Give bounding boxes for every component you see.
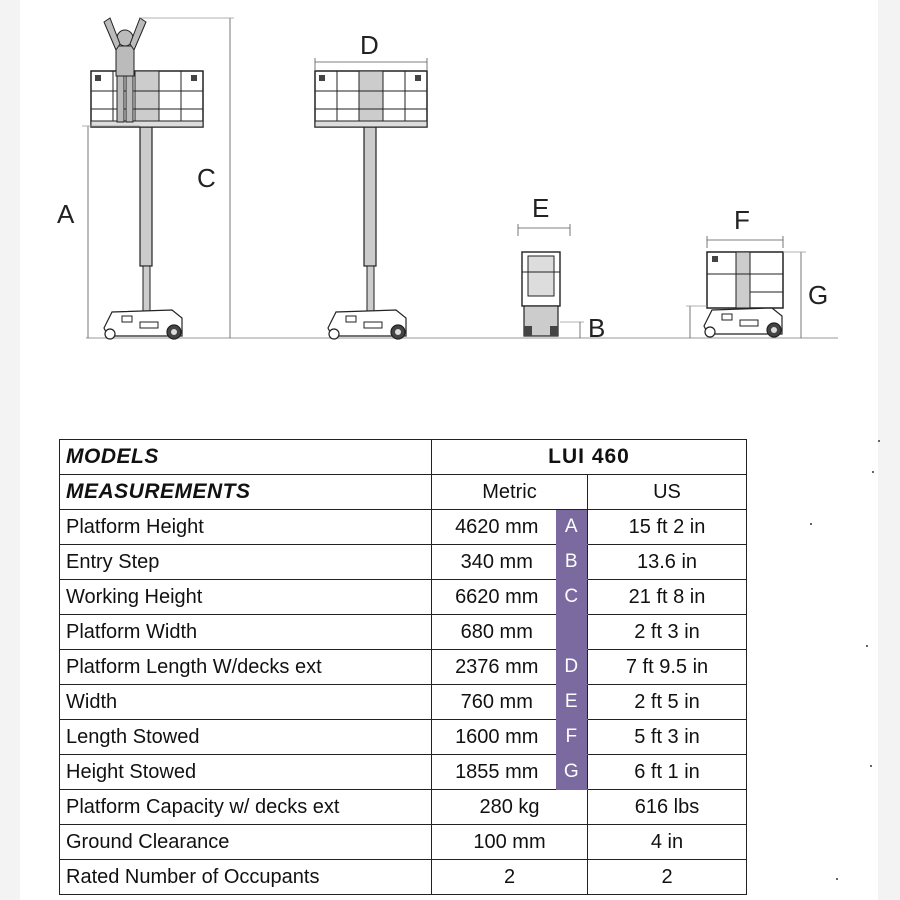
row-metric-value: 2376 mm xyxy=(432,650,556,685)
scan-speck xyxy=(878,440,880,442)
table-row xyxy=(60,825,747,860)
row-label: Height Stowed xyxy=(60,755,432,790)
scan-speck xyxy=(866,645,868,647)
row-dimension-letter: F xyxy=(556,720,588,755)
scan-speck xyxy=(872,471,874,473)
table-row xyxy=(60,720,747,755)
scan-speck xyxy=(810,523,812,525)
row-dimension-letter: G xyxy=(556,755,588,790)
dimension-label-g: G xyxy=(808,280,829,310)
row-dimension-letter: A xyxy=(556,510,588,545)
row-metric-value: 680 mm xyxy=(432,615,556,650)
table-row xyxy=(60,790,747,825)
table-row-measurements xyxy=(60,475,747,510)
row-dimension-letter: E xyxy=(556,685,588,720)
specification-table xyxy=(59,439,747,895)
row-label: Width xyxy=(60,685,432,720)
row-label: Platform Width xyxy=(60,615,432,650)
row-us-value: 2 ft 3 in xyxy=(588,615,747,650)
dimension-label-a: A xyxy=(57,199,75,229)
row-us-value: 4 in xyxy=(588,825,747,860)
row-us-value: 15 ft 2 in xyxy=(588,510,747,545)
stowed-side-view-lift xyxy=(686,236,806,338)
row-metric-value: 6620 mm xyxy=(432,580,556,615)
row-label: Platform Capacity w/ decks ext xyxy=(60,790,432,825)
row-us-value: 7 ft 9.5 in xyxy=(588,650,747,685)
row-us-value: 13.6 in xyxy=(588,545,747,580)
table-row xyxy=(60,685,747,720)
table-row-models xyxy=(60,440,747,475)
row-us-value: 5 ft 3 in xyxy=(588,720,747,755)
dimension-label-b: B xyxy=(588,313,606,343)
row-label: Platform Height xyxy=(60,510,432,545)
us-column-header: US xyxy=(588,475,747,510)
models-header: MODELS xyxy=(60,440,432,475)
dimension-label-f: F xyxy=(734,205,750,235)
row-dimension-letter xyxy=(556,615,588,650)
row-label: Platform Length W/decks ext xyxy=(60,650,432,685)
row-metric-value: 2 xyxy=(432,860,588,895)
model-name: LUI 460 xyxy=(432,440,747,475)
dimension-label-c: C xyxy=(197,163,216,193)
row-label: Working Height xyxy=(60,580,432,615)
table-row xyxy=(60,545,747,580)
row-us-value: 2 xyxy=(588,860,747,895)
metric-column-header: Metric xyxy=(432,475,588,510)
dimension-label-d: D xyxy=(360,30,379,60)
table-row xyxy=(60,650,747,685)
row-metric-value: 760 mm xyxy=(432,685,556,720)
dimension-label-e: E xyxy=(532,193,550,223)
row-label: Length Stowed xyxy=(60,720,432,755)
row-dimension-letter: D xyxy=(556,650,588,685)
row-metric-value: 100 mm xyxy=(432,825,588,860)
row-label: Rated Number of Occupants xyxy=(60,860,432,895)
scan-speck xyxy=(836,878,838,880)
raised-lift-platform-length xyxy=(315,58,427,339)
row-dimension-letter: B xyxy=(556,545,588,580)
table-row xyxy=(60,860,747,895)
row-us-value: 21 ft 8 in xyxy=(588,580,747,615)
row-dimension-letter: C xyxy=(556,580,588,615)
row-metric-value: 4620 mm xyxy=(432,510,556,545)
measurements-header: MEASUREMENTS xyxy=(60,475,432,510)
row-metric-value: 1855 mm xyxy=(432,755,556,790)
row-metric-value: 340 mm xyxy=(432,545,556,580)
table-row xyxy=(60,510,747,545)
table-row xyxy=(60,615,747,650)
row-metric-value: 280 kg xyxy=(432,790,588,825)
row-us-value: 2 ft 5 in xyxy=(588,685,747,720)
row-us-value: 616 lbs xyxy=(588,790,747,825)
row-us-value: 6 ft 1 in xyxy=(588,755,747,790)
table-row xyxy=(60,580,747,615)
row-label: Entry Step xyxy=(60,545,432,580)
table-row xyxy=(60,755,747,790)
row-label: Ground Clearance xyxy=(60,825,432,860)
scan-speck xyxy=(870,765,872,767)
lift-dimension-drawings xyxy=(0,0,900,380)
front-view-lift xyxy=(518,224,584,338)
row-metric-value: 1600 mm xyxy=(432,720,556,755)
